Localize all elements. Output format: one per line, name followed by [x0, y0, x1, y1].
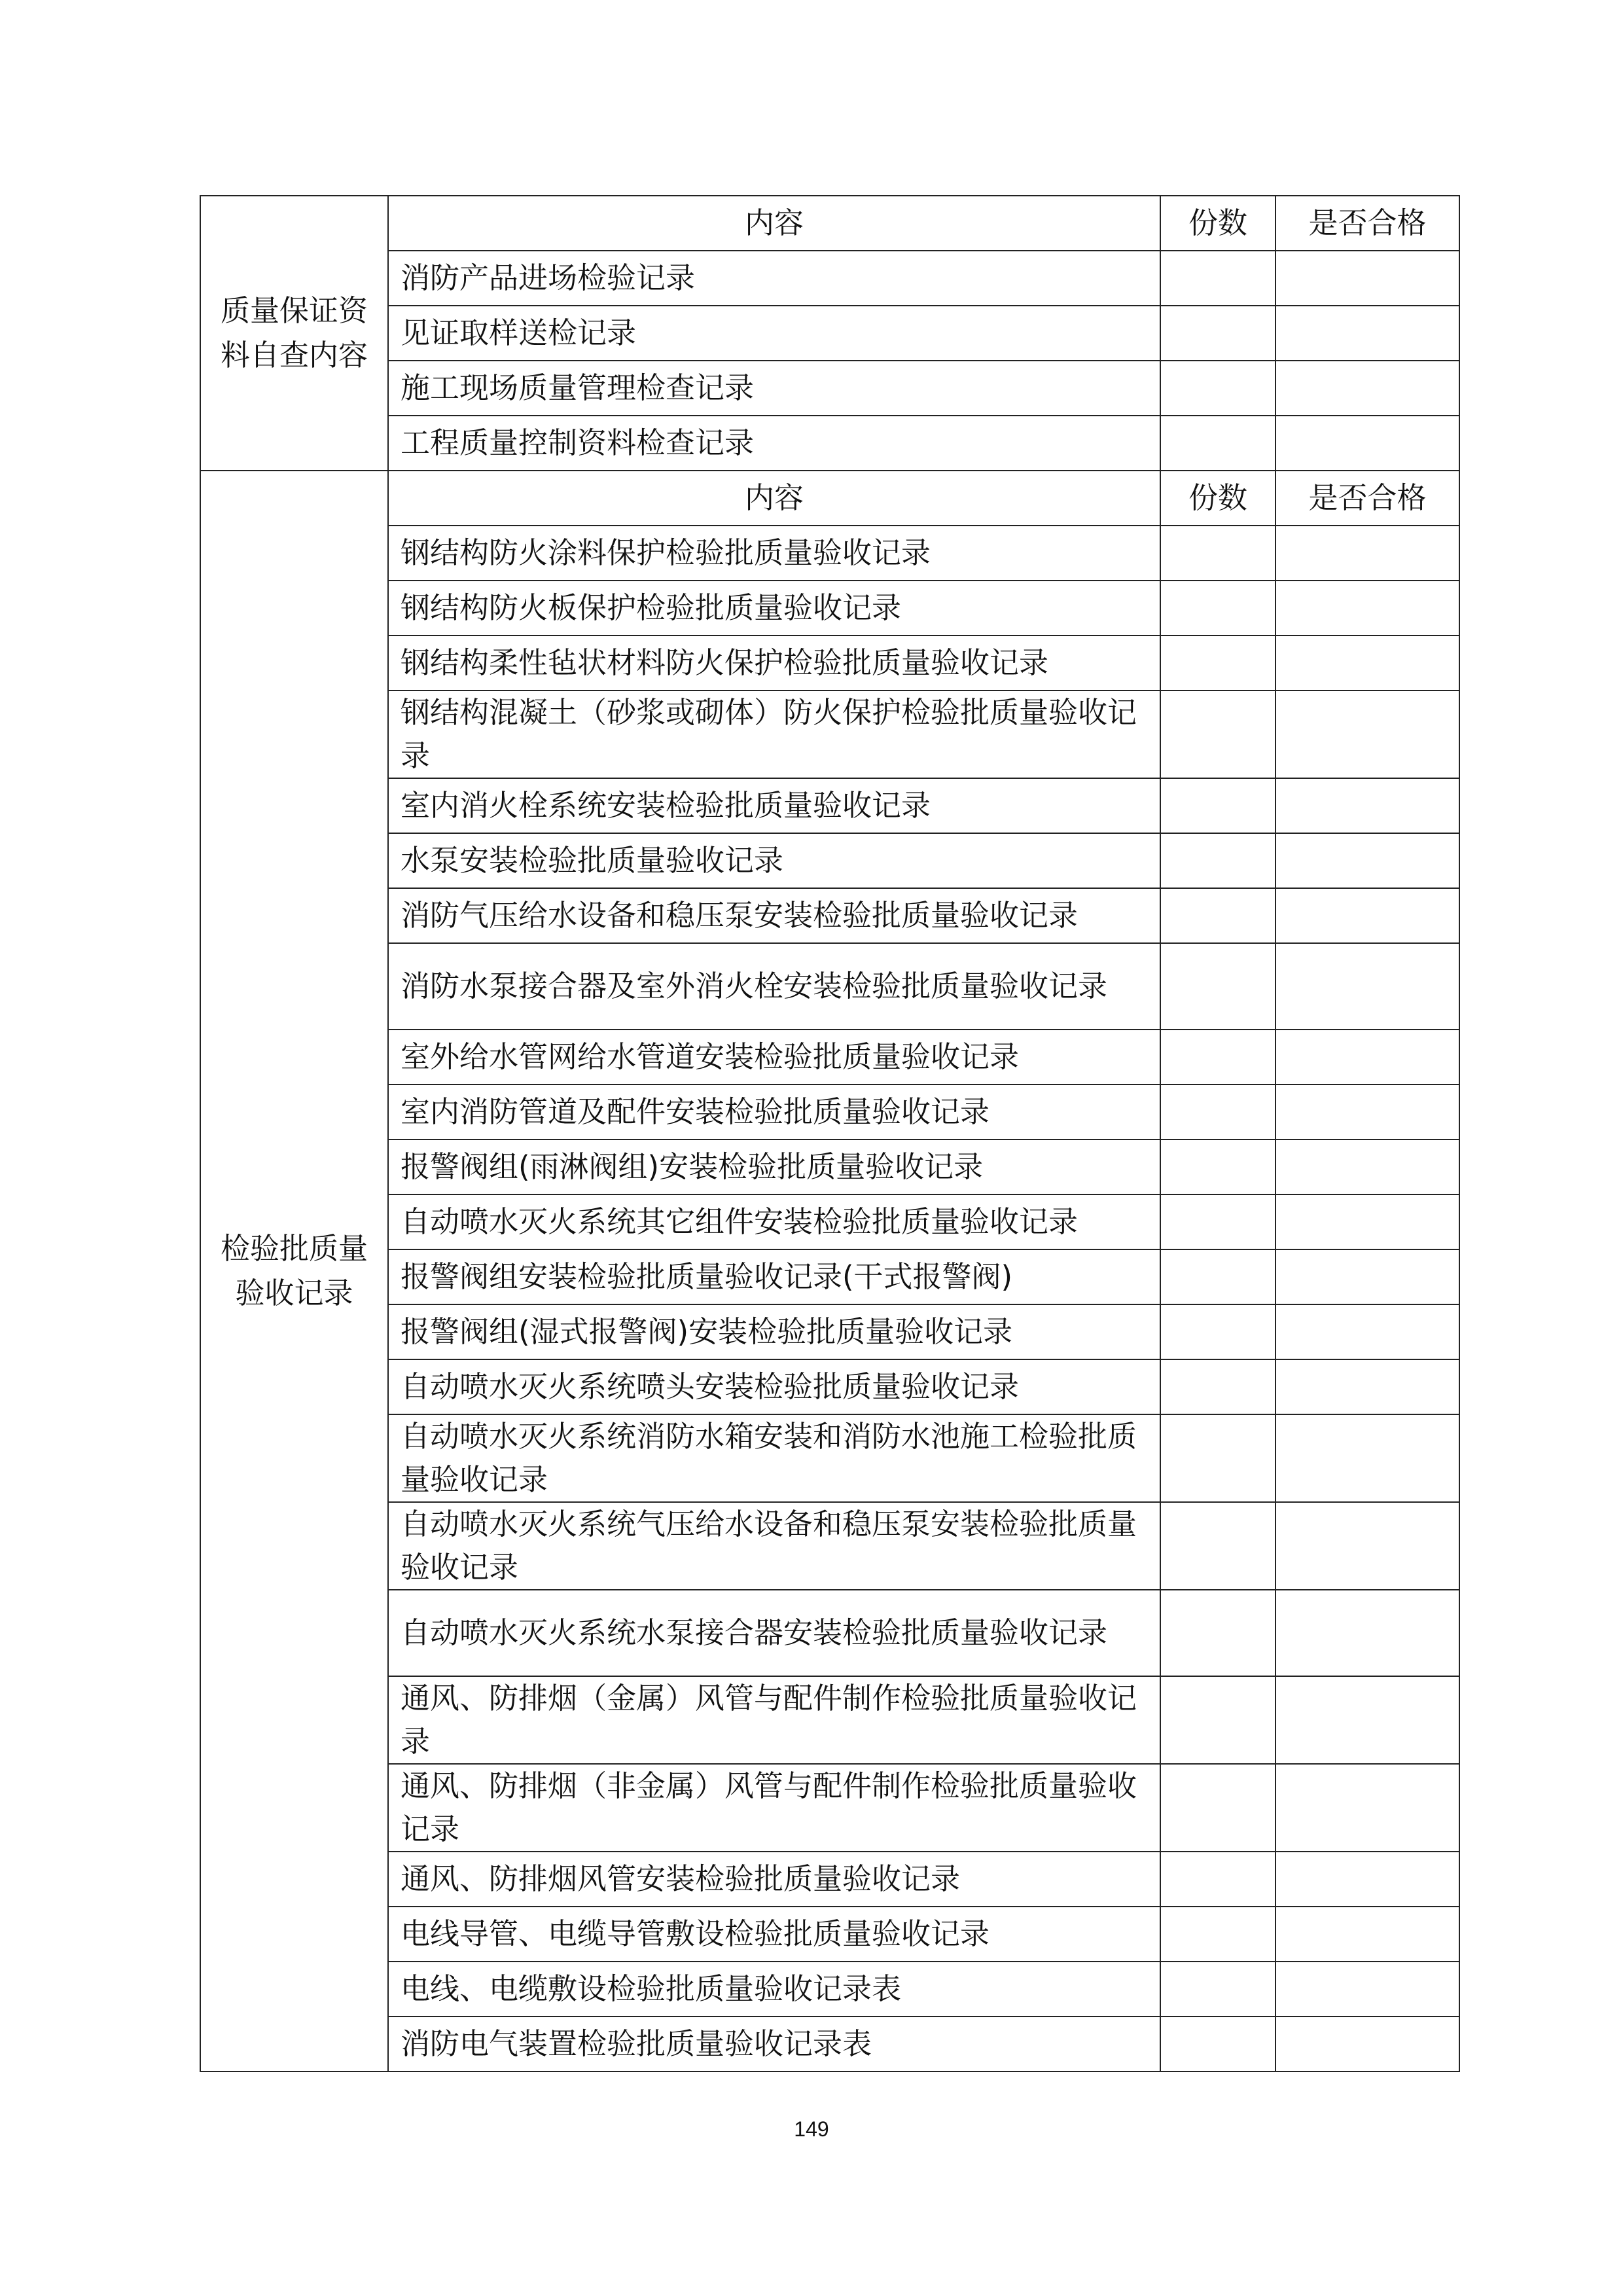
copies-cell[interactable]: [1160, 833, 1275, 888]
qualified-cell[interactable]: [1275, 1962, 1459, 2017]
table-row: [200, 833, 1459, 888]
copies-cell[interactable]: [1160, 1249, 1275, 1304]
record-name: 自动喷水灭火系统水泵接合器安装检验批质量验收记录: [388, 1590, 1160, 1676]
record-name: 水泵安装检验批质量验收记录: [388, 833, 1160, 888]
column-header-qualified: 是否合格: [1275, 471, 1459, 526]
qualified-cell[interactable]: [1275, 1907, 1459, 1962]
table-row: [200, 1764, 1459, 1852]
copies-cell[interactable]: [1160, 1304, 1275, 1359]
table-row: [200, 361, 1459, 416]
copies-cell[interactable]: [1160, 691, 1275, 778]
record-name: 施工现场质量管理检查记录: [388, 361, 1160, 416]
copies-cell[interactable]: [1160, 581, 1275, 636]
qualified-cell[interactable]: [1275, 581, 1459, 636]
qualified-cell[interactable]: [1275, 1304, 1459, 1359]
section-title: 质量保证资料自查内容: [200, 196, 388, 471]
table-row: [200, 581, 1459, 636]
qualified-cell[interactable]: [1275, 1502, 1459, 1590]
copies-cell[interactable]: [1160, 251, 1275, 306]
qualified-cell[interactable]: [1275, 1414, 1459, 1502]
record-name: 钢结构混凝土（砂浆或砌体）防火保护检验批质量验收记录: [388, 691, 1160, 778]
table-row: [200, 1249, 1459, 1304]
record-name: 通风、防排烟（金属）风管与配件制作检验批质量验收记录: [388, 1676, 1160, 1764]
qualified-cell[interactable]: [1275, 1249, 1459, 1304]
copies-cell[interactable]: [1160, 416, 1275, 471]
section-header-row: [200, 196, 1459, 251]
copies-cell[interactable]: [1160, 1085, 1275, 1139]
column-header-copies: 份数: [1160, 471, 1275, 526]
qualified-cell[interactable]: [1275, 1676, 1459, 1764]
column-header-copies: 份数: [1160, 196, 1275, 251]
qualified-cell[interactable]: [1275, 361, 1459, 416]
copies-cell[interactable]: [1160, 778, 1275, 833]
qualified-cell[interactable]: [1275, 1085, 1459, 1139]
record-name: 消防电气装置检验批质量验收记录表: [388, 2017, 1160, 2072]
record-name: 消防气压给水设备和稳压泵安装检验批质量验收记录: [388, 888, 1160, 943]
qualified-cell[interactable]: [1275, 1590, 1459, 1676]
record-name: 自动喷水灭火系统消防水箱安装和消防水池施工检验批质量验收记录: [388, 1414, 1160, 1502]
table-row: [200, 1676, 1459, 1764]
record-name: 通风、防排烟风管安装检验批质量验收记录: [388, 1852, 1160, 1907]
record-name: 自动喷水灭火系统气压给水设备和稳压泵安装检验批质量验收记录: [388, 1502, 1160, 1590]
copies-cell[interactable]: [1160, 636, 1275, 691]
qualified-cell[interactable]: [1275, 1030, 1459, 1085]
copies-cell[interactable]: [1160, 526, 1275, 581]
copies-cell[interactable]: [1160, 1194, 1275, 1249]
column-header-content: 内容: [388, 196, 1160, 251]
record-name: 室内消火栓系统安装检验批质量验收记录: [388, 778, 1160, 833]
table-row: [200, 1139, 1459, 1194]
qualified-cell[interactable]: [1275, 1139, 1459, 1194]
record-name: 工程质量控制资料检查记录: [388, 416, 1160, 471]
copies-cell[interactable]: [1160, 361, 1275, 416]
table-row: [200, 888, 1459, 943]
copies-cell[interactable]: [1160, 1030, 1275, 1085]
section-header-row: [200, 471, 1459, 526]
record-name: 电线导管、电缆导管敷设检验批质量验收记录: [388, 1907, 1160, 1962]
copies-cell[interactable]: [1160, 1764, 1275, 1852]
record-name: 通风、防排烟（非金属）风管与配件制作检验批质量验收记录: [388, 1764, 1160, 1852]
copies-cell[interactable]: [1160, 888, 1275, 943]
record-name: 室外给水管网给水管道安装检验批质量验收记录: [388, 1030, 1160, 1085]
table-row: [200, 1502, 1459, 1590]
qualified-cell[interactable]: [1275, 306, 1459, 361]
qualified-cell[interactable]: [1275, 691, 1459, 778]
copies-cell[interactable]: [1160, 1907, 1275, 1962]
qualified-cell[interactable]: [1275, 416, 1459, 471]
record-name: 自动喷水灭火系统其它组件安装检验批质量验收记录: [388, 1194, 1160, 1249]
record-name: 钢结构柔性毡状材料防火保护检验批质量验收记录: [388, 636, 1160, 691]
qualified-cell[interactable]: [1275, 888, 1459, 943]
table-row: [200, 1962, 1459, 2017]
table-row: [200, 251, 1459, 306]
record-name: 报警阀组(湿式报警阀)安装检验批质量验收记录: [388, 1304, 1160, 1359]
record-name: 钢结构防火板保护检验批质量验收记录: [388, 581, 1160, 636]
qualified-cell[interactable]: [1275, 1764, 1459, 1852]
copies-cell[interactable]: [1160, 1962, 1275, 2017]
record-name: 报警阀组安装检验批质量验收记录(干式报警阀): [388, 1249, 1160, 1304]
table-row: [200, 1359, 1459, 1414]
copies-cell[interactable]: [1160, 943, 1275, 1030]
table-row: [200, 1030, 1459, 1085]
table-row: [200, 1085, 1459, 1139]
table-row: [200, 1304, 1459, 1359]
table-row: [200, 1590, 1459, 1676]
table-row: [200, 778, 1459, 833]
table-body: [200, 196, 1459, 2072]
qualified-cell[interactable]: [1275, 943, 1459, 1030]
qualified-cell[interactable]: [1275, 1359, 1459, 1414]
column-header-content: 内容: [388, 471, 1160, 526]
qualified-cell[interactable]: [1275, 526, 1459, 581]
table-row: [200, 416, 1459, 471]
qualified-cell[interactable]: [1275, 1852, 1459, 1907]
table-row: [200, 943, 1459, 1030]
record-name: 自动喷水灭火系统喷头安装检验批质量验收记录: [388, 1359, 1160, 1414]
table-row: [200, 1194, 1459, 1249]
qualified-cell[interactable]: [1275, 833, 1459, 888]
copies-cell[interactable]: [1160, 306, 1275, 361]
copies-cell[interactable]: [1160, 1502, 1275, 1590]
table-row: [200, 2017, 1459, 2072]
table-row: [200, 1414, 1459, 1502]
qualified-cell[interactable]: [1275, 778, 1459, 833]
qualified-cell[interactable]: [1275, 1194, 1459, 1249]
table-row: [200, 526, 1459, 581]
qualified-cell[interactable]: [1275, 636, 1459, 691]
record-name: 消防产品进场检验记录: [388, 251, 1160, 306]
table-row: [200, 306, 1459, 361]
copies-cell[interactable]: [1160, 1139, 1275, 1194]
copies-cell[interactable]: [1160, 2017, 1275, 2072]
qualified-cell[interactable]: [1275, 2017, 1459, 2072]
table-row: [200, 691, 1459, 778]
page-number: 149: [794, 2117, 829, 2141]
record-name: 钢结构防火涂料保护检验批质量验收记录: [388, 526, 1160, 581]
record-name: 报警阀组(雨淋阀组)安装检验批质量验收记录: [388, 1139, 1160, 1194]
record-name: 消防水泵接合器及室外消火栓安装检验批质量验收记录: [388, 943, 1160, 1030]
inspection-records-table: [200, 195, 1460, 2072]
copies-cell[interactable]: [1160, 1414, 1275, 1502]
table-row: [200, 1852, 1459, 1907]
record-name: 室内消防管道及配件安装检验批质量验收记录: [388, 1085, 1160, 1139]
copies-cell[interactable]: [1160, 1676, 1275, 1764]
copies-cell[interactable]: [1160, 1359, 1275, 1414]
copies-cell[interactable]: [1160, 1852, 1275, 1907]
column-header-qualified: 是否合格: [1275, 196, 1459, 251]
qualified-cell[interactable]: [1275, 251, 1459, 306]
section-title: 检验批质量验收记录: [200, 471, 388, 2072]
record-name: 见证取样送检记录: [388, 306, 1160, 361]
table-row: [200, 636, 1459, 691]
copies-cell[interactable]: [1160, 1590, 1275, 1676]
record-name: 电线、电缆敷设检验批质量验收记录表: [388, 1962, 1160, 2017]
table-row: [200, 1907, 1459, 1962]
